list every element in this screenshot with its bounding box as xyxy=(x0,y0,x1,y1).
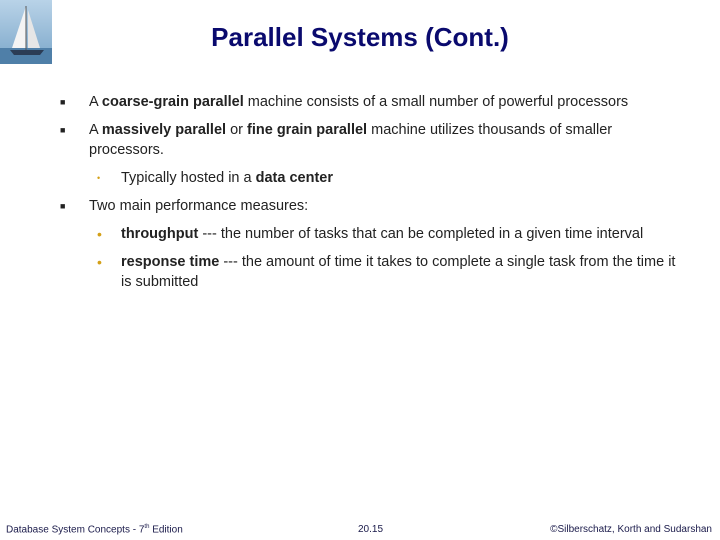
dot-bullet-icon: • xyxy=(97,173,101,183)
dot-bullet-icon: • xyxy=(97,226,102,242)
sub-bullet-text: --- the amount of time it takes to complete a single task from the time it is submitted xyxy=(121,254,676,290)
footer-book-title: Database System Concepts - 7th Edition xyxy=(6,523,183,535)
bullet-text: A xyxy=(89,94,102,110)
bullet-text: Two main performance measures: xyxy=(89,198,309,214)
bullet-text: A xyxy=(89,122,102,138)
sub-bullet-term: data center xyxy=(255,170,333,186)
bullet-item xyxy=(60,120,680,160)
bullet-text: machine consists of a small number of powerful processors xyxy=(243,94,629,110)
bullet-text: or xyxy=(226,122,248,138)
sub-bullet-text: Typically hosted in a xyxy=(121,170,256,186)
footer-copyright: ©Silberschatz, Korth and Sudarshan xyxy=(550,524,712,535)
bullet-term: coarse-grain parallel xyxy=(101,94,244,110)
sub-bullet-item xyxy=(89,168,680,188)
bullet-text: machine utilizes thousands of smaller processors. xyxy=(89,122,613,158)
sub-bullet-term: response time xyxy=(121,254,220,270)
bullet-item xyxy=(60,196,680,216)
bullet-item xyxy=(60,92,680,112)
footer-slide-number: 20.15 xyxy=(358,524,384,535)
slide-title: Parallel Systems (Cont.) xyxy=(211,22,509,52)
dot-bullet-icon: • xyxy=(97,254,102,270)
square-bullet-icon: ■ xyxy=(60,97,66,107)
sub-bullet-text: --- the number of tasks that can be completed in a given time interval xyxy=(198,226,644,242)
square-bullet-icon: ■ xyxy=(60,125,66,135)
bullet-term: fine grain parallel xyxy=(247,122,368,138)
bullet-list xyxy=(60,92,680,300)
square-bullet-icon: ■ xyxy=(60,201,66,211)
sub-bullet-item xyxy=(89,252,680,292)
sub-bullet-term: throughput xyxy=(121,226,199,242)
sub-bullet-item xyxy=(89,224,680,244)
bullet-term: massively parallel xyxy=(101,122,227,138)
